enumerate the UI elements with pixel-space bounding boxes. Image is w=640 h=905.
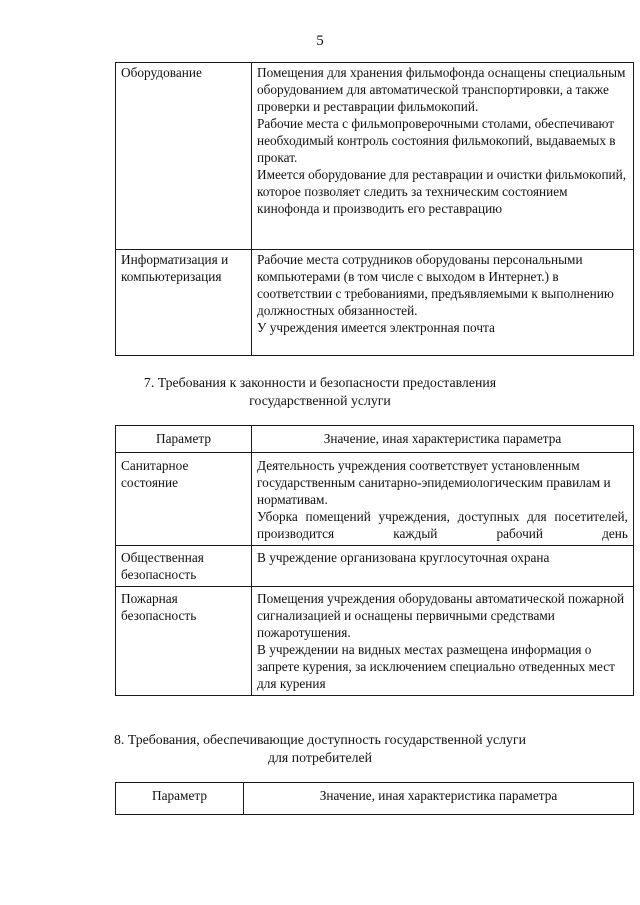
param-label: Оборудование [121,65,202,80]
value-paragraph: Рабочие места с фильмопроверочными столами, обеспечивают необходимый контроль состояния фильмокопий, выдаваемых в прокат. [257,116,616,165]
param-label: Общественная безопасность [121,550,204,582]
param-cell [116,250,252,356]
section-7-title-line-2: государственной услуги [249,393,391,408]
value-paragraph: Рабочие места сотрудников оборудованы персональными компьютерами (в том числе с выходом в Интернет.) в соответствии с требованиями, предъявляемыми к выполнению должностных обязанностей. [257,252,614,318]
param-label: Пожарная безопасность [121,591,197,623]
page-number: 5 [316,33,324,49]
param-cell [116,453,252,546]
param-label: Информатизация и компьютеризация [121,252,229,284]
section-7-title-line-1: 7. Требования к законности и безопасности предоставления [143,375,497,390]
table-row [116,453,634,546]
value-cell [252,250,634,356]
table-header-row [116,426,634,453]
param-cell [116,546,252,587]
section-7-heading [0,374,640,410]
header-value: Значение, иная характеристика параметра [252,426,634,453]
param-label: Санитарное состояние [121,458,189,490]
table-row [116,587,634,696]
equipment-table [115,62,634,356]
value-cell [252,546,634,587]
header-value: Значение, иная характеристика параметра [244,783,634,815]
value-paragraph: Уборка помещений учреждения, доступных для посетителей, производится каждый рабочий день [257,509,628,541]
legality-safety-table [115,425,634,696]
value-cell [252,453,634,546]
table-row [116,546,634,587]
param-cell [116,63,252,250]
section-8-title-line-2: для потребителей [268,750,372,765]
section-8-heading [0,731,640,767]
value-paragraph: Имеется оборудование для реставрации и очистки фильмокопий, которое позволяет следить за техническим состоянием кинофонда и производить его реставрацию [257,167,627,216]
value-paragraph: Деятельность учреждения соответствует установленным государственным санитарно-эпидемиологическим правилам и нормативам. [257,458,611,507]
table-header-row [116,783,634,815]
value-cell [252,63,634,250]
value-cell [252,587,634,696]
accessibility-table [115,782,634,815]
value-paragraph: У учреждения имеется электронная почта [257,320,495,335]
header-param: Параметр [116,783,244,815]
value-paragraph: В учреждении на видных местах размещена информация о запрете курения, за исключением специально отведенных мест для курения [257,642,615,691]
section-8-title-line-1: 8. Требования, обеспечивающие доступность государственной услуги [114,732,526,747]
value-paragraph: Помещения для хранения фильмофонда оснащены специальным оборудованием для автоматической транспортировки, а также проверки и реставрации фильмокопий. [257,65,626,114]
table-row [116,250,634,356]
header-param: Параметр [116,426,252,453]
value-paragraph: В учреждение организована круглосуточная охрана [257,550,550,565]
param-cell [116,587,252,696]
value-paragraph: Помещения учреждения оборудованы автоматической пожарной сигнализацией и оснащены первичными средствами пожаротушения. [257,591,625,640]
table-row [116,63,634,250]
